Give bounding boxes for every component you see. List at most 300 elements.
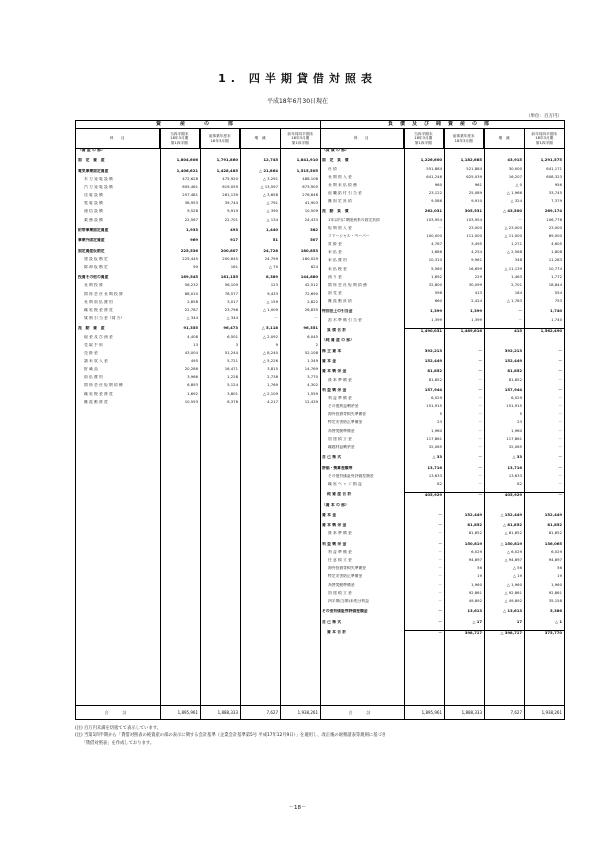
- row-label: 株 主 資 本: [322, 348, 342, 353]
- row-value: 184: [514, 290, 522, 295]
- row-value: △ 3,291: [263, 176, 278, 181]
- row-value: －: [438, 566, 442, 571]
- row-label: 利 益 準 備 金: [328, 396, 352, 400]
- row-value: 1,804,606: [176, 158, 198, 163]
- row-value: 1,692: [431, 274, 442, 279]
- row-value: －: [558, 473, 562, 478]
- row-value: 103,954: [426, 217, 442, 222]
- row-value: 81,852: [548, 531, 562, 536]
- row-label: 為替変動準備金: [328, 428, 355, 433]
- row-value: [160, 148, 200, 153]
- row-value: △ 17: [472, 619, 482, 624]
- row-value: 1,841,910: [296, 158, 318, 163]
- row-value: 35,158: [548, 598, 562, 603]
- table-row: [76, 383, 320, 388]
- row-value: 13,613: [467, 609, 482, 614]
- row-value: －: [438, 512, 442, 517]
- row-value: △ 33: [512, 455, 522, 460]
- row-label: 雑 流 動 資 産: [84, 399, 108, 404]
- row-value: [404, 148, 444, 153]
- row-value: 152,449: [544, 512, 562, 517]
- row-value: －: [478, 473, 482, 478]
- table-row: [76, 193, 320, 198]
- row-label: 繰 延 税 金 資 産: [84, 391, 113, 396]
- row-value: 92,861: [468, 590, 482, 595]
- table-row: [76, 343, 320, 348]
- row-value: －: [438, 574, 442, 579]
- total-value: 7,627: [510, 710, 522, 715]
- row-value: 56: [557, 566, 562, 571]
- row-label: 関 係 会 社 長 期 投 資: [84, 291, 123, 296]
- table-row: [320, 482, 564, 487]
- row-value: 26,835: [304, 307, 318, 312]
- row-value: －: [558, 444, 562, 449]
- row-value: [280, 148, 320, 153]
- row-value: 1,772: [551, 274, 562, 279]
- row-label: その他有価証券評価差額金: [322, 609, 368, 614]
- row-value: 495: [190, 359, 198, 363]
- row-label: 別 途 積 立 金: [328, 590, 352, 595]
- row-label: 諸 未 収 入 金: [84, 359, 108, 363]
- row-value: 18,844: [548, 282, 562, 287]
- row-label: 事業外固定資産: [78, 238, 105, 243]
- row-value: [404, 503, 444, 508]
- row-value: 3,770: [307, 375, 318, 380]
- row-value: －: [518, 309, 522, 314]
- row-value: △ 2,109: [263, 391, 278, 396]
- row-value: △ 70: [269, 264, 278, 269]
- row-value: [524, 148, 564, 153]
- row-label: 長 期 借 入 金: [328, 174, 352, 179]
- row-value: △ 13,597: [260, 185, 278, 189]
- column-rule: [524, 128, 525, 719]
- row-value: 180,029: [302, 256, 318, 261]
- row-value: 16,207: [508, 174, 522, 179]
- row-value: －: [444, 492, 484, 497]
- row-value: －: [438, 225, 442, 230]
- row-value: 261,139: [222, 193, 238, 198]
- row-label: 資 本 金: [322, 512, 337, 517]
- row-label: 任 意 積 立 金: [328, 558, 352, 563]
- row-value: 82: [517, 481, 522, 486]
- total-value: 1,888,333: [217, 710, 238, 715]
- table-row: [320, 513, 564, 518]
- row-value: －: [478, 396, 482, 400]
- row-value: 4,217: [267, 399, 278, 404]
- table-row: [76, 275, 320, 280]
- row-value: △ 791: [266, 201, 278, 206]
- row-value: 11,283: [548, 258, 562, 263]
- table-row: [320, 359, 564, 364]
- col-item: 科 目: [76, 129, 160, 148]
- row-label: 建 設 仮 勘 定: [84, 256, 108, 261]
- row-value: －: [478, 359, 482, 363]
- row-value: 1,399: [469, 309, 482, 314]
- row-value: △ 390: [266, 209, 278, 214]
- row-value: 3,495: [471, 242, 482, 247]
- row-value: △ 94,897: [504, 558, 522, 563]
- row-value: △ 11,139: [504, 266, 522, 271]
- row-label: その他利益剰余金: [328, 404, 359, 409]
- row-value: △ 56: [513, 566, 522, 571]
- footnote: (注) 当第1四半期から「貸借対照表の純資産の部の表示に関する会計基準（企業会計基準第5号 平成17年12月9日）」を適用し、改正後の財務諸表等規則に基づき: [75, 733, 386, 739]
- table-row: [76, 228, 320, 233]
- table-row: [320, 566, 564, 571]
- column-rule: [240, 128, 241, 719]
- row-value: △ 21,864: [259, 168, 278, 173]
- col-prev-year-end: 前事業年度末 18年3月期: [444, 129, 484, 148]
- row-value: 136,065: [544, 541, 562, 546]
- row-value: 475,920: [222, 176, 238, 181]
- table-row: [76, 283, 320, 288]
- row-value: 673,905: [302, 185, 318, 189]
- row-label: 繰 延 ヘ ッ ジ 損 益: [328, 481, 362, 486]
- row-label: その他有価証券評価差額金: [328, 473, 374, 478]
- row-label: 1年以内に期限到来の固定負債: [328, 217, 380, 222]
- row-value: 152,449: [424, 359, 442, 363]
- row-label: 除 却 仮 勘 定: [84, 264, 108, 269]
- row-value: 554: [554, 290, 562, 295]
- row-label: 長 期 未 払 債 務: [328, 182, 357, 187]
- row-value: △ 92,861: [504, 590, 522, 595]
- table-row: [320, 474, 564, 479]
- row-value: △ 81,852: [504, 531, 522, 536]
- row-label: 特定災害防止準備金: [328, 574, 363, 579]
- row-value: －: [518, 217, 522, 222]
- row-value: △ 3,658: [263, 193, 278, 198]
- row-value: 3,801: [227, 391, 238, 396]
- row-label: 流 動 資 産: [78, 326, 105, 331]
- row-value: 521,884: [466, 166, 482, 171]
- row-value: －: [518, 317, 522, 322]
- row-value: 956: [554, 182, 562, 187]
- row-value: 4,408: [187, 334, 198, 339]
- table-row: [320, 338, 564, 343]
- row-value: 472,628: [182, 176, 198, 181]
- row-value: 641,171: [546, 166, 562, 171]
- row-label: 負 債 合 計: [327, 327, 347, 332]
- table-row: [76, 300, 320, 305]
- table-row: [320, 267, 564, 272]
- row-value: 1,740: [549, 309, 562, 314]
- row-value: 1,515,505: [296, 168, 318, 173]
- row-value: 608,323: [546, 174, 562, 179]
- table-row: [320, 492, 564, 497]
- row-value: 1,399: [429, 309, 442, 314]
- row-value: －: [478, 428, 482, 433]
- table-row: [76, 392, 320, 397]
- row-label: 投資その他の資産: [78, 275, 109, 280]
- row-label: 関 係 会 社 短 期 債 務: [328, 282, 367, 287]
- row-value: 660: [434, 299, 442, 304]
- row-value: △ 1,763: [507, 299, 522, 304]
- row-value: 49,892: [468, 598, 482, 603]
- row-value: 2,738: [267, 375, 278, 380]
- row-value: 12,745: [263, 158, 278, 163]
- liabilities-section-header: 負債及び純資産の部: [320, 121, 564, 129]
- column-rule: [484, 128, 485, 719]
- balance-sheet-table: [75, 120, 565, 720]
- row-value: 507: [310, 238, 318, 243]
- row-value: 625,039: [466, 174, 482, 179]
- table-row: [76, 201, 320, 206]
- table-row: [320, 250, 564, 255]
- table-row: [320, 455, 564, 460]
- row-value: 24,728: [263, 248, 278, 253]
- row-label: 送 電 設 備: [84, 193, 103, 198]
- row-value: [200, 148, 240, 153]
- row-value: 23,000: [468, 225, 482, 230]
- row-value: －: [478, 444, 482, 449]
- row-value: 5: [439, 412, 442, 417]
- row-value: －: [274, 316, 278, 321]
- row-value: －: [478, 420, 482, 425]
- row-value: 9,919: [227, 209, 238, 214]
- row-value: 13,716: [507, 465, 522, 470]
- table-row: [320, 191, 564, 196]
- column-rule: [200, 128, 201, 719]
- row-value: △ 49,892: [504, 598, 522, 603]
- row-value: 2: [315, 342, 318, 347]
- col-prev-year-end: 前事業年度末 18年3月期: [200, 129, 240, 148]
- row-value: 123: [270, 283, 278, 288]
- row-value: 22,567: [184, 217, 198, 222]
- row-value: 17: [516, 619, 522, 624]
- row-label: 現 金 及 び 預 金: [84, 334, 113, 339]
- row-value: 1,440: [265, 227, 278, 232]
- page-number: －18－: [288, 805, 307, 811]
- row-value: －: [478, 436, 482, 441]
- column-rule: [280, 128, 281, 719]
- row-value: 257,481: [182, 193, 198, 198]
- table-row: [76, 308, 320, 313]
- row-value: 413: [474, 290, 482, 295]
- row-value: 22,701: [224, 217, 238, 222]
- row-value: 152,449: [464, 512, 482, 517]
- row-value: △ 0: [515, 182, 522, 187]
- row-value: 4,254: [471, 250, 482, 255]
- row-label: 長 期 投 資: [84, 283, 103, 288]
- row-label: 買 掛 金: [328, 242, 342, 247]
- row-value: －: [524, 492, 564, 497]
- row-value: 1,226,600: [420, 158, 442, 163]
- assets-section-header: 資 産 の 部: [76, 121, 320, 129]
- row-label: 資 本 合 計: [327, 629, 347, 634]
- row-value: 16,471: [224, 367, 238, 372]
- row-value: 6,029: [551, 549, 562, 554]
- row-value: 10,774: [548, 266, 562, 271]
- row-value: 81,852: [428, 377, 442, 382]
- row-label: （純 資 産 の 部）: [322, 338, 354, 343]
- row-value: [240, 148, 280, 153]
- column-headers-left: [76, 129, 320, 149]
- row-value: －: [438, 590, 442, 595]
- row-value: 3: [235, 342, 238, 347]
- row-value: 157,944: [424, 387, 442, 392]
- total-label: 合 計: [104, 709, 132, 715]
- row-value: △ 344: [186, 316, 198, 321]
- table-row: [76, 316, 320, 321]
- row-value: 90: [193, 264, 198, 269]
- row-value: 6,029: [471, 549, 482, 554]
- row-value: 19: [477, 574, 482, 579]
- row-value: 1,960: [551, 582, 562, 587]
- col-item: 科 目: [320, 129, 404, 148]
- row-value: 200,645: [222, 256, 238, 261]
- row-value: 89,000: [548, 233, 562, 238]
- row-value: 5,560: [431, 266, 442, 271]
- row-label: 渇 水 準 備 引 当 金: [328, 317, 362, 322]
- row-value: 641,246: [426, 174, 442, 179]
- row-label: 未 払 費 用: [328, 258, 347, 263]
- table-row: [320, 309, 564, 314]
- row-value: [444, 503, 484, 508]
- col-change: 増 減: [240, 129, 280, 148]
- row-label: 関 係 会 社 短 期 債 権: [84, 383, 123, 388]
- row-value: 225,445: [182, 256, 198, 261]
- row-value: －: [438, 549, 442, 554]
- row-label: コマーシャル・ペーパー: [328, 233, 370, 238]
- row-value: △ 150,819: [500, 541, 522, 546]
- row-label: 業 務 設 備: [84, 217, 103, 222]
- row-label: 資 本 剰 余 金: [322, 523, 347, 528]
- total-value: 1,895,961: [177, 710, 198, 715]
- table-row: [76, 177, 320, 182]
- row-value: －: [478, 369, 482, 374]
- row-value: 1,228: [227, 375, 238, 380]
- table-row: [320, 599, 564, 604]
- row-value: 111,000: [466, 233, 482, 238]
- table-row: [76, 292, 320, 297]
- table-row: [76, 265, 320, 270]
- row-value: 117,861: [506, 436, 522, 441]
- row-value: －: [558, 404, 562, 409]
- row-label: 海外投資等損失準備金: [328, 566, 366, 571]
- table-row: [320, 318, 564, 323]
- table-row: [320, 328, 564, 333]
- table-row: [76, 218, 320, 223]
- row-value: －: [558, 377, 562, 382]
- row-value: 960: [434, 182, 442, 187]
- row-value: 6,376: [227, 399, 238, 404]
- row-value: 42,512: [304, 283, 318, 288]
- row-label: 資 本 準 備 金: [328, 531, 352, 536]
- row-value: 5: [519, 412, 522, 417]
- table-row: [320, 242, 564, 247]
- row-value: 269,174: [544, 209, 562, 214]
- row-value: 6,029: [511, 396, 522, 400]
- footnote: 「貸借対照表」を作成しております。: [75, 740, 155, 746]
- row-label: 雑 固 定 負 債: [328, 199, 352, 204]
- table-row: [320, 630, 564, 635]
- row-value: 969: [190, 238, 198, 243]
- liabilities-total-row: [320, 705, 564, 719]
- row-value: 91,355: [183, 326, 198, 331]
- row-label: 別 途 積 立 金: [328, 436, 352, 441]
- row-label: 固定資産仮勘定: [78, 248, 105, 253]
- column-rule: [160, 128, 161, 719]
- row-label: （負 債 の 部）: [322, 148, 349, 152]
- row-value: 961: [474, 182, 482, 187]
- table-row: [320, 167, 564, 172]
- row-value: 262,031: [424, 209, 442, 214]
- row-label: 社 債: [328, 166, 337, 171]
- row-label: （資 産 の 部）: [78, 148, 105, 152]
- col-current: 当四半期末 18年3月期 第1四半期: [404, 129, 444, 148]
- table-row: [320, 209, 564, 214]
- row-value: 32,065: [428, 444, 442, 449]
- row-value: △ 43,500: [503, 209, 522, 214]
- row-value: 32,065: [508, 444, 522, 449]
- col-prev-year-quarter: 前年同四半期末 18年3月期 第1四半期: [531, 131, 558, 145]
- row-value: [484, 338, 524, 343]
- row-value: －: [438, 531, 442, 536]
- row-value: －: [558, 387, 562, 392]
- row-value: 5,721: [227, 359, 238, 363]
- row-value: －: [438, 609, 442, 614]
- table-row: [320, 234, 564, 239]
- table-row: [320, 226, 564, 231]
- row-value: [524, 503, 564, 508]
- table-row: [76, 257, 320, 262]
- row-value: 20,286: [184, 367, 198, 372]
- row-value: 1,791,860: [216, 158, 238, 163]
- row-value: 78,577: [224, 291, 238, 296]
- row-label: 海外投資等損失準備金: [328, 412, 366, 417]
- row-value: 415: [484, 328, 524, 333]
- total-label: 合 計: [348, 709, 376, 715]
- row-label: 自 己 株 式: [322, 455, 342, 460]
- row-label: 売 掛 金: [84, 350, 98, 355]
- assets-side: [76, 121, 321, 719]
- row-label: 長 期 前 払 費 用: [84, 299, 113, 304]
- row-value: 52,108: [304, 350, 318, 355]
- row-value: 493: [230, 227, 238, 232]
- row-label: 利 益 剰 余 金: [322, 387, 347, 392]
- row-value: 375,770: [524, 630, 564, 635]
- table-row: [76, 209, 320, 214]
- row-value: 10,509: [304, 209, 318, 214]
- row-value: △ 344: [226, 316, 238, 321]
- row-value: 2,822: [307, 299, 318, 304]
- row-value: 103,954: [466, 217, 482, 222]
- row-value: 2,701: [511, 282, 522, 287]
- row-value: －: [438, 523, 442, 528]
- table-row: [320, 531, 564, 536]
- row-value: 39,744: [224, 201, 238, 206]
- table-row: [76, 249, 320, 254]
- row-value: 12,439: [304, 399, 318, 404]
- row-value: －: [314, 316, 318, 321]
- row-value: 13,716: [427, 465, 442, 470]
- row-value: 5,386: [549, 609, 562, 614]
- table-row: [76, 185, 320, 190]
- row-value: －: [438, 598, 442, 603]
- row-value: [444, 338, 484, 343]
- row-value: 6,501: [227, 334, 238, 339]
- row-value: 276,646: [302, 193, 318, 198]
- row-label: 水 力 発 電 設 備: [84, 176, 113, 181]
- total-value: 7,627: [266, 710, 278, 715]
- row-label: 通 信 設 備: [84, 209, 103, 214]
- row-value: 917: [230, 238, 238, 243]
- row-value: △ 33: [432, 455, 442, 460]
- row-value: －: [478, 455, 482, 460]
- row-value: 3,966: [187, 375, 198, 380]
- table-row: [320, 299, 564, 304]
- col-current: 当四半期末 18年3月期 第1四半期: [160, 129, 200, 148]
- row-value: △ 2,568: [507, 250, 522, 255]
